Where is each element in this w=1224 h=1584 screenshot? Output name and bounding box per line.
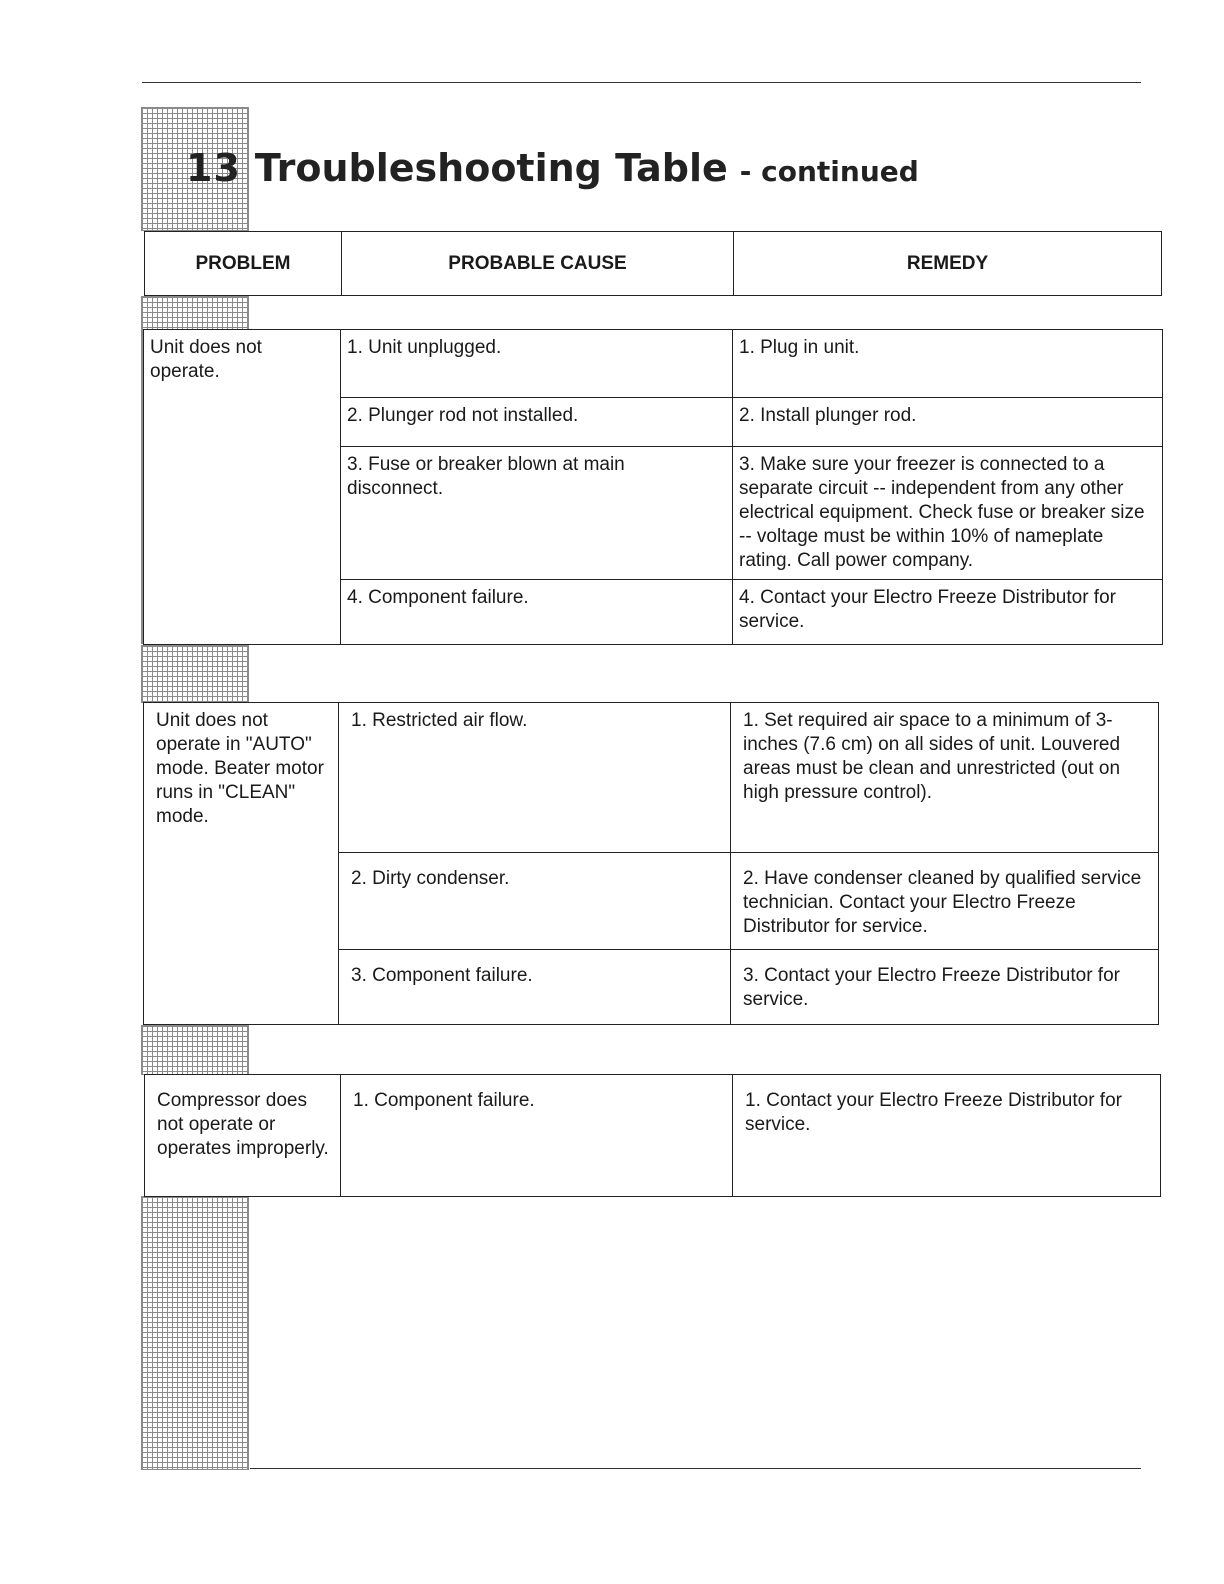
cause-cell: 2. Dirty condenser. [339, 853, 731, 950]
cause-cell: 4. Component failure. [341, 580, 733, 645]
table-row [145, 1075, 1161, 1197]
remedy-cell: 3. Contact your Electro Freeze Distributor for service. [731, 950, 1159, 1025]
cause-cell: 3. Fuse or breaker blown at main disconnect. [341, 447, 733, 580]
remedy-cell: 4. Contact your Electro Freeze Distributor for service. [733, 580, 1163, 645]
remedy-cell: 1. Contact your Electro Freeze Distributor for service. [733, 1075, 1161, 1197]
cause-cell: 3. Component failure. [339, 950, 731, 1025]
title-suffix: - continued [739, 155, 919, 188]
cause-cell: 1. Component failure. [341, 1075, 733, 1197]
remedy-column-header: REMEDY [734, 232, 1162, 296]
problem-cell: Unit does not operate in "AUTO" mode. Beater motor runs in "CLEAN" mode. [144, 703, 339, 1025]
cause-cell: 1. Restricted air flow. [339, 703, 731, 853]
table-row [144, 330, 1163, 398]
problem-column-header: PROBLEM [145, 232, 342, 296]
remedy-cell: 2. Have condenser cleaned by qualified service technician. Contact your Electro Freeze Distributor for service. [731, 853, 1159, 950]
title-text: Troubleshooting Table [254, 146, 728, 190]
section-number: 13 [186, 146, 241, 190]
problem-cell: Unit does not operate. [144, 330, 341, 645]
remedy-cell: 1. Plug in unit. [733, 330, 1163, 398]
section-3-table [144, 1074, 1161, 1197]
top-rule [142, 82, 1141, 83]
remedy-cell: 3. Make sure your freezer is connected to a separate circuit -- independent from any other electrical equipment. Check fuse or breaker size -- voltage must be within 10% of nameplate rating. Call power company. [733, 447, 1163, 580]
grid-strip-gap-3 [141, 1025, 249, 1075]
grid-strip-footer [141, 1196, 249, 1470]
problem-cell: Compressor does not operate or operates improperly. [145, 1075, 341, 1197]
remedy-cell: 1. Set required air space to a minimum of 3-inches (7.6 cm) on all sides of unit. Louvered areas must be clean and unrestricted (out on high pressure control). [731, 703, 1159, 853]
section-2-table [143, 702, 1159, 1025]
page-title [186, 146, 919, 190]
cause-cell: 1. Unit unplugged. [341, 330, 733, 398]
cause-column-header: PROBABLE CAUSE [342, 232, 734, 296]
cause-cell: 2. Plunger rod not installed. [341, 398, 733, 447]
grid-strip-gap-2 [141, 645, 249, 703]
header-row [145, 232, 1162, 296]
remedy-cell: 2. Install plunger rod. [733, 398, 1163, 447]
bottom-rule [250, 1468, 1141, 1469]
section-1-table [143, 329, 1163, 645]
table-row [144, 703, 1159, 853]
grid-strip-gap-1 [141, 296, 249, 330]
column-header-table [144, 231, 1162, 296]
